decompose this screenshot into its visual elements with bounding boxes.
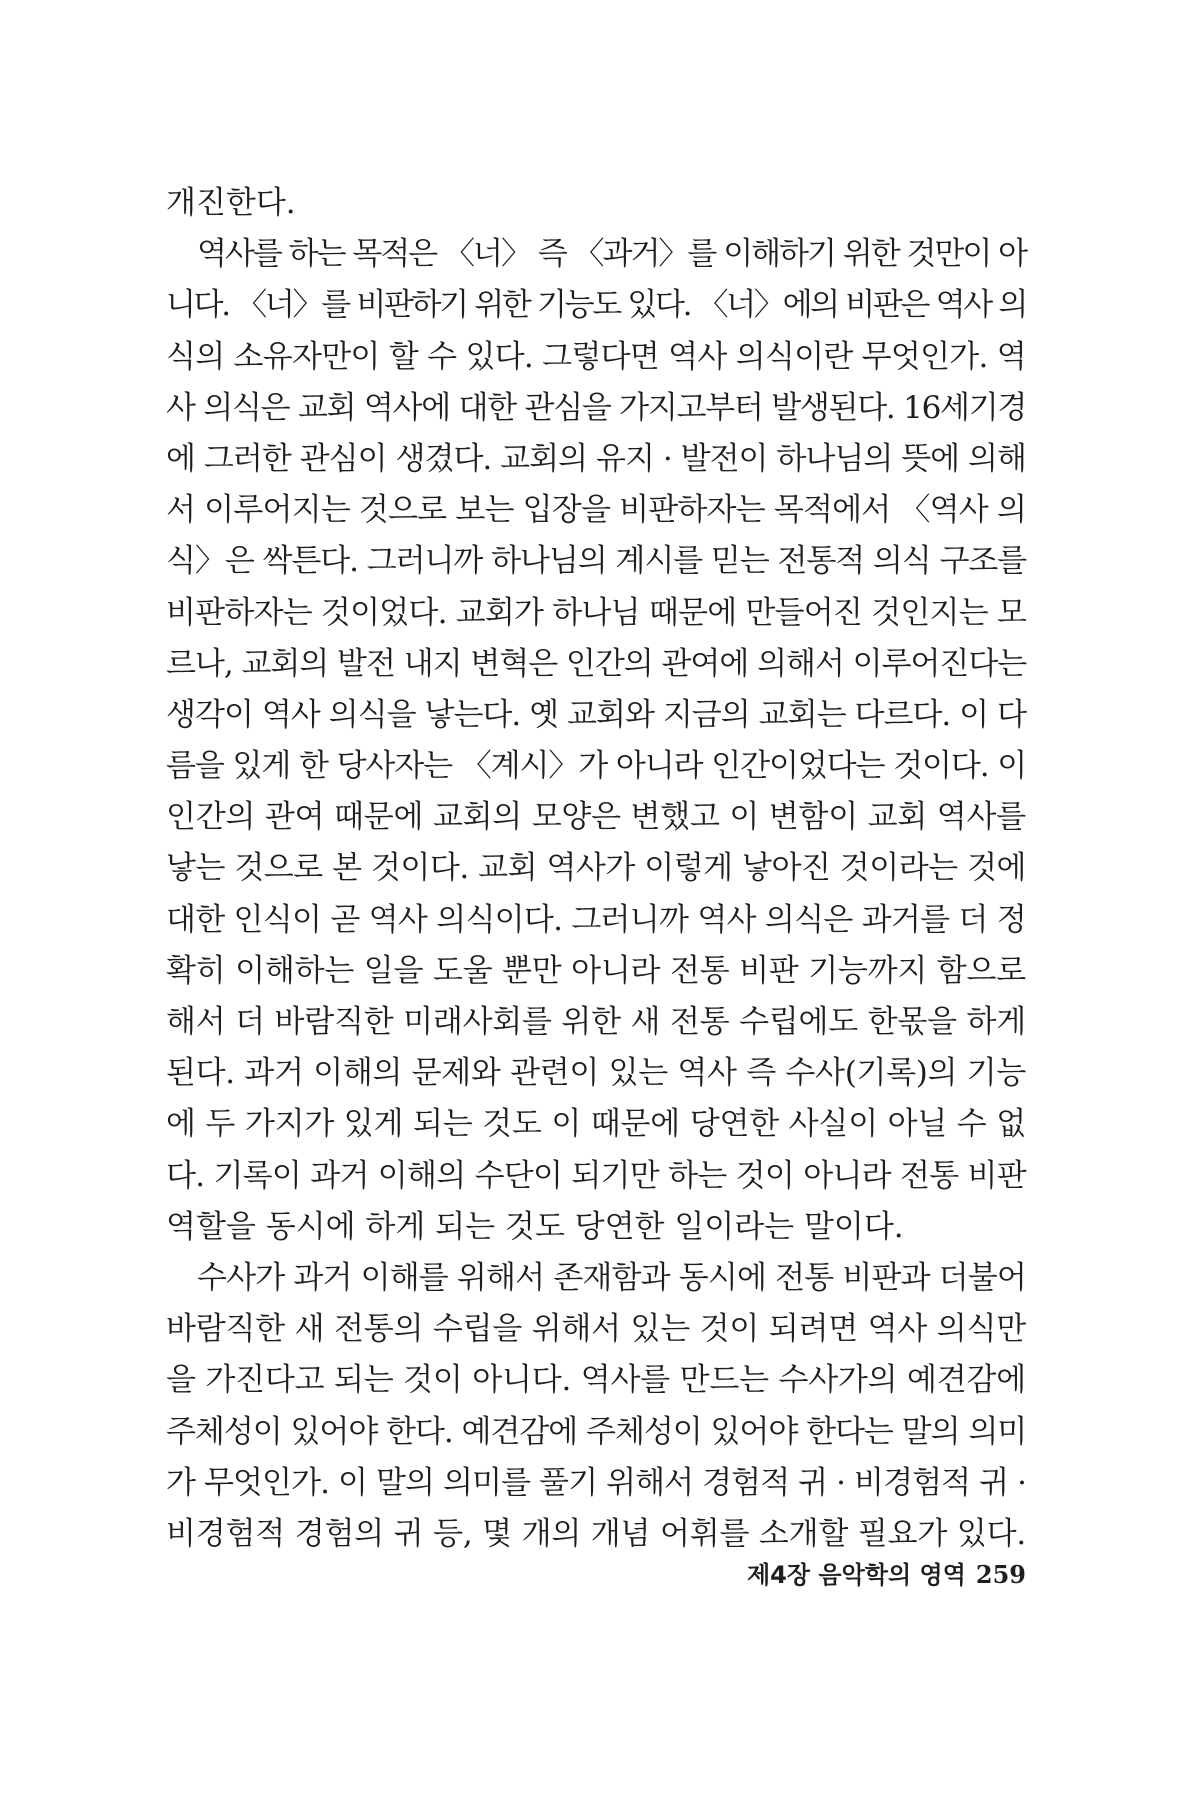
- text-line: 확히 이해하는 일을 도울 뿐만 아니라 전통 비판 기능까지 함으로: [166, 952, 1026, 989]
- text-line: 인간의 관여 때문에 교회의 모양은 변했고 이 변함이 교회 역사를: [166, 799, 1026, 836]
- text-line: 수사가 과거 이해를 위해서 존재함과 동시에 전통 비판과 더불어: [197, 1259, 1026, 1296]
- text-line: 된다. 과거 이해의 문제와 관련이 있는 역사 즉 수사(기록)의 기능: [166, 1055, 1026, 1092]
- page-footer: [700, 1555, 1026, 1590]
- text-line: 니다. 〈너〉를 비판하기 위한 기능도 있다. 〈너〉에의 비판은 역사 의: [166, 287, 1026, 324]
- text-line: 역사를 하는 목적은 〈너〉 즉 〈과거〉를 이해하기 위한 것만이 아: [197, 236, 1027, 273]
- text-line: 비판하자는 것이었다. 교회가 하나님 때문에 만들어진 것인지는 모: [166, 594, 1027, 631]
- text-line: 름을 있게 한 당사자는 〈계시〉가 아니라 인간이었다는 것이다. 이: [166, 748, 1027, 785]
- text-line: 가 무엇인가. 이 말의 의미를 풀기 위해서 경험적 귀 · 비경험적 귀 ·: [166, 1464, 1027, 1501]
- text-line: 에 그러한 관심이 생겼다. 교회의 유지 · 발전이 하나님의 뜻에 의해: [166, 440, 1026, 477]
- text-line: 생각이 역사 의식을 낳는다. 옛 교회와 지금의 교회는 다르다. 이 다: [166, 696, 1026, 733]
- page-number: 259: [975, 1560, 1026, 1589]
- text-line: 식의 소유자만이 할 수 있다. 그렇다면 역사 의식이란 무엇인가. 역: [166, 338, 1026, 375]
- text-line: 식〉은 싹튼다. 그러니까 하나님의 계시를 믿는 전통적 의식 구조를: [166, 543, 1027, 580]
- text-line: 서 이루어지는 것으로 보는 입장을 비판하자는 목적에서 〈역사 의: [166, 492, 1027, 529]
- text-line: 주체성이 있어야 한다. 예견감에 주체성이 있어야 한다는 말의 의미: [166, 1413, 1027, 1450]
- text-line: 사 의식은 교회 역사에 대한 관심을 가지고부터 발생된다. 16세기경: [166, 389, 1027, 426]
- text-line: 에 두 가지가 있게 되는 것도 이 때문에 당연한 사실이 아닐 수 없: [166, 1106, 1026, 1143]
- text-line: 대한 인식이 곧 역사 의식이다. 그러니까 역사 의식은 과거를 더 정: [166, 901, 1026, 938]
- running-head: 제4장 음악학의 영역: [747, 1561, 966, 1589]
- text-line: 개진한다.: [166, 185, 296, 221]
- text-line: 을 가진다고 되는 것이 아니다. 역사를 만드는 수사가의 예견감에: [166, 1362, 1026, 1399]
- body-text: [166, 178, 1026, 1560]
- text-line: 비경험적 경험의 귀 등, 몇 개의 개념 어휘를 소개할 필요가 있다.: [166, 1515, 1026, 1552]
- text-line: 바람직한 새 전통의 수립을 위해서 있는 것이 되려면 역사 의식만: [166, 1311, 1026, 1348]
- text-line: 낳는 것으로 본 것이다. 교회 역사가 이렇게 낳아진 것이라는 것에: [166, 850, 1026, 887]
- text-line: 르나, 교회의 발전 내지 변혁은 인간의 관여에 의해서 이루어진다는: [166, 645, 1027, 682]
- text-line: 해서 더 바람직한 미래사회를 위한 새 전통 수립에도 한몫을 하게: [166, 1004, 1026, 1040]
- text-line: 다. 기록이 과거 이해의 수단이 되기만 하는 것이 아니라 전통 비판: [166, 1157, 1026, 1194]
- text-line: 역할을 동시에 하게 되는 것도 당연한 일이라는 말이다.: [166, 1208, 904, 1245]
